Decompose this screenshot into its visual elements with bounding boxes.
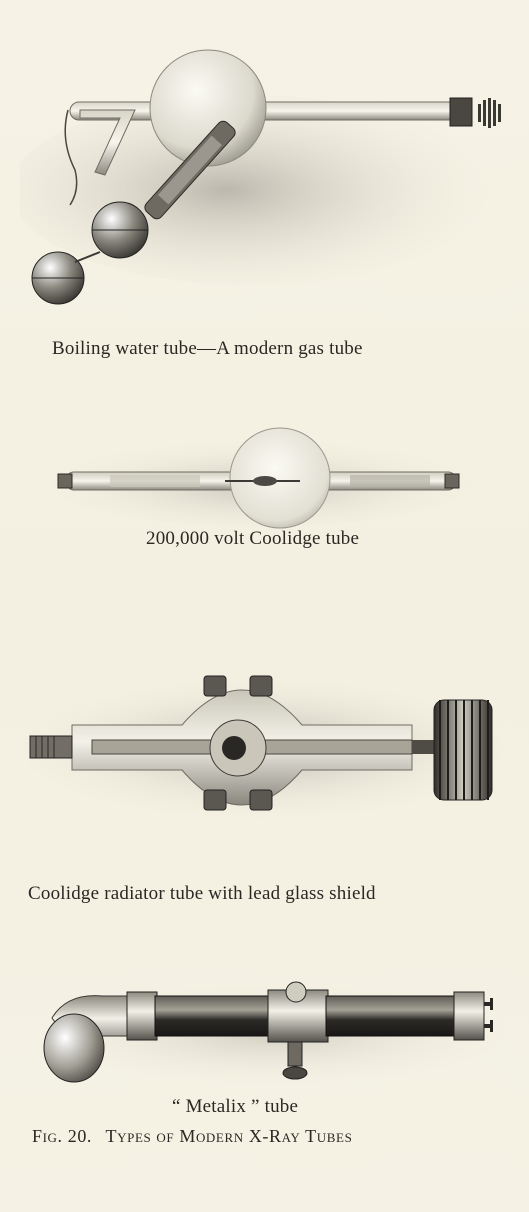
coolidge-tube-illustration bbox=[50, 420, 470, 530]
figure-title bbox=[32, 1126, 352, 1147]
boiling-water-tube-illustration bbox=[20, 40, 520, 320]
metalix-tube-illustration bbox=[32, 978, 502, 1088]
figure-heading: Types of Modern X-Ray Tubes bbox=[105, 1126, 353, 1146]
plate-caption: 200,000 volt Coolidge tube bbox=[146, 528, 360, 549]
plate-caption: Coolidge radiator tube with lead glass shield bbox=[28, 883, 376, 904]
figure-number: Fig. 20. bbox=[32, 1126, 93, 1146]
plate-caption: Boiling water tube—A modern gas tube bbox=[52, 338, 363, 359]
plate-caption: “ Metalix ” tube bbox=[172, 1096, 299, 1117]
radiator-tube-illustration bbox=[22, 670, 512, 820]
